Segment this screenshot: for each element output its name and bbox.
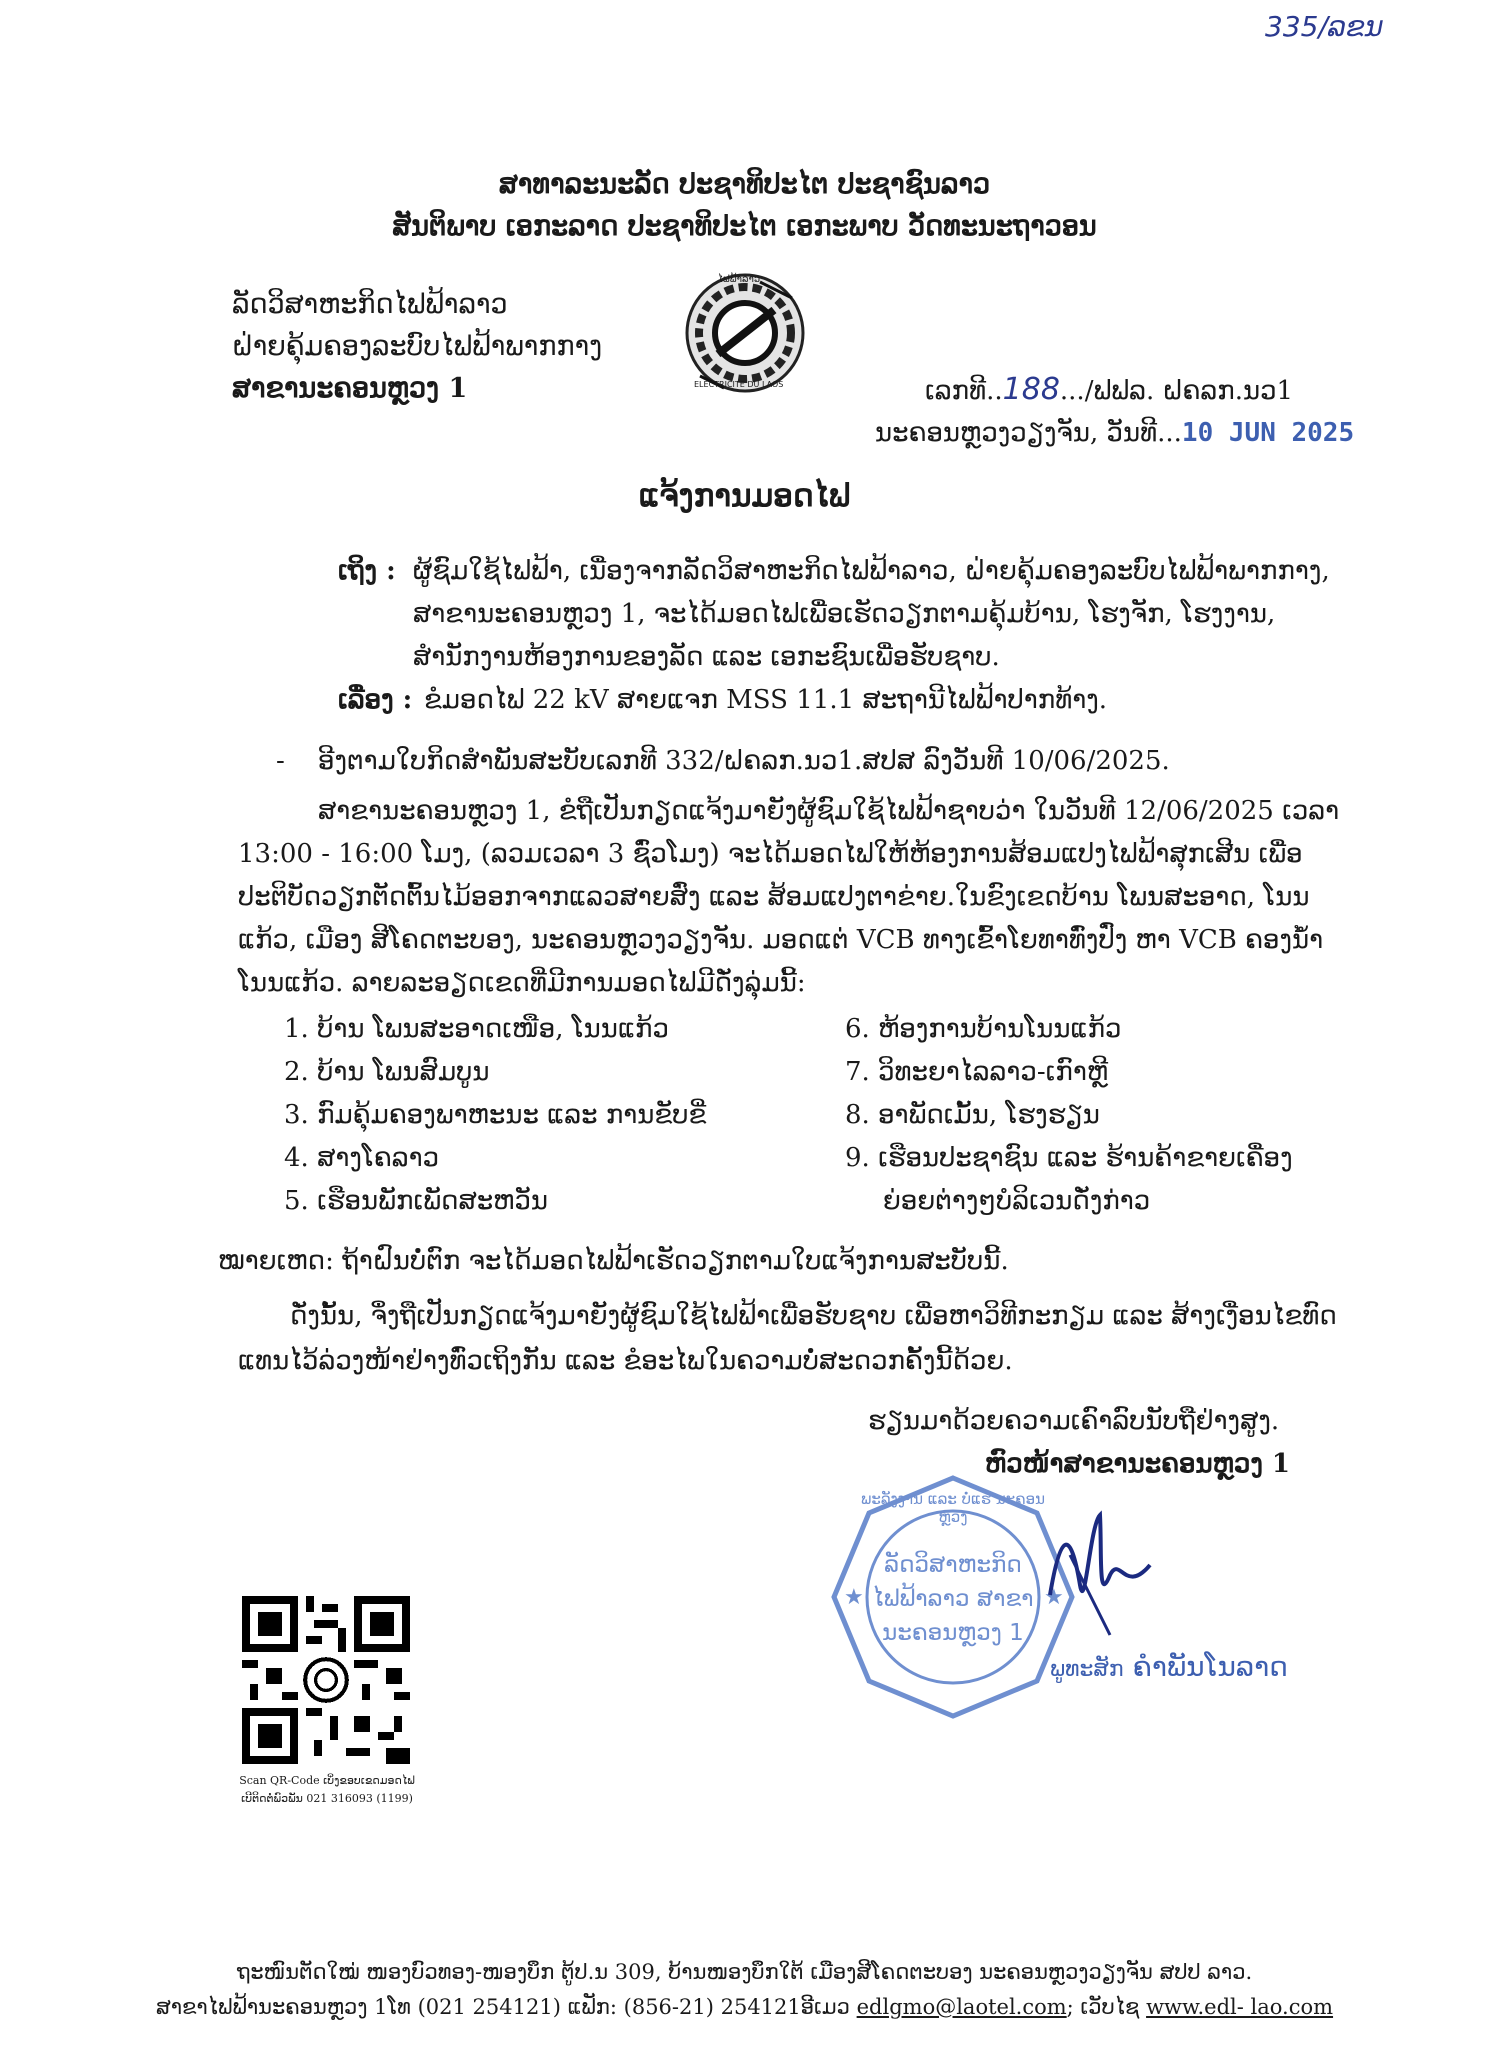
footer-website-link[interactable]: www.edl- lao.com [1146, 1995, 1334, 2019]
qr-caption-2: ເບີຕິດຕໍ່ພົວພັນ 021 316093 (1199) [241, 1792, 413, 1805]
body-line-2: 13:00 - 16:00 ໂມງ, (ລວມເວລາ 3 ຊົ່ວໂມງ) ຈະໄດ້ມອດໄຟໃຫ້ຫ້ອງການສ້ອມແປງໄຟຟ້າສຸກເສີນ ເພື່ອ [238, 839, 1303, 869]
svg-text:★: ★ [844, 1585, 864, 1610]
reference-number-dots: .. [986, 376, 1003, 406]
seal-line-2: ໄຟຟ້າລາວ ສາຂາ [872, 1586, 1034, 1612]
reference-date [875, 413, 1354, 453]
body-line-3: ປະຕິບັດວຽກຕັດຕົ້ນໄມ້ອອກຈາກແລວສາຍສົ່ງ ແລະ ສ້ອມແປງຕາຂ່າຍ.ໃນຂົງເຂດບ້ານ ໂພນສະອາດ, ໂນນ [238, 882, 1310, 912]
logo-top-text: ໄຟຟ້າລາວ [718, 274, 761, 285]
subject-text: ຂໍມອດໄຟ 22 kV ສາຍແຈກ MSS 11.1 ສະຖານີໄຟຟ້າປາກທ້າງ. [424, 685, 1108, 715]
logo-bottom-text: ELECTRICITE DU LAOS [694, 380, 784, 389]
closing-line-1: ດັ່ງນັ້ນ, ຈຶ່ງຖືເປັນກຽດແຈ້ງມາຍັງຜູ້ຊົມໃຊ້ໄຟຟ້າເພື່ອຮັບຊາບ ເພື່ອຫາວິທີກະກຽມ ແລະ ສ້າງເງື່ອນໄຂທົດ [290, 1301, 1337, 1331]
list-item: 6. ຫ້ອງການບ້ານໂນນແກ້ວ [845, 1014, 1122, 1044]
date-stamp: 10 JUN 2025 [1181, 418, 1355, 448]
list-item: 2. ບ້ານ ໂພນສົມບູນ [284, 1057, 490, 1087]
seal-line-3: ນະຄອນຫຼວງ 1 [882, 1620, 1024, 1646]
footer-web-label: ; ເວັບໄຊ [1066, 1995, 1147, 2019]
signatory-name-value: ຄໍາພັນໂນລາດ [1132, 1650, 1288, 1683]
svg-text:★: ★ [1044, 1585, 1064, 1610]
reference-number-label: ເລກທີ [925, 376, 987, 406]
list-item: 9. ເຮືອນປະຊາຊົນ ແລະ ຮ້ານຄ້າຂາຍເຄື່ອງ [845, 1143, 1293, 1173]
reference-number-suffix: .../ຟຟລ. ຝຄລກ.ນວ1 [1059, 376, 1294, 406]
signature [1040, 1495, 1160, 1645]
to-line-1: ຜູ້ຊົມໃຊ້ໄຟຟ້າ, ເນື່ອງຈາກລັດວິສາຫະກິດໄຟຟ້າລາວ, ຝ່າຍຄຸ້ມຄອງລະບົບໄຟຟ້າພາກກາງ, [413, 556, 1330, 586]
reference-note: ອີງຕາມໃບກິດສໍາພັນສະບັບເລກທີ 332/ຝຄລກ.ນວ1.ສປສ ລົງວັນທີ 10/06/2025. [318, 746, 1170, 776]
body-line-4: ແກ້ວ, ເມືອງ ສີໂຄດຕະບອງ, ນະຄອນຫຼວງວຽງຈັນ. ມອດແຕ່ VCB ທາງເຂົ້າໂຍທາທົ່ງປົ່ງ ຫາ VCB ຄອງນໍ້າ [238, 925, 1324, 955]
corner-note: 335/ລຂນ [1265, 10, 1384, 43]
closing-line-2: ແທນໄວ້ລ່ວງໜ້າຢ່າງທົ່ວເຖິງກັນ ແລະ ຂໍອະໄພໃນຄວາມບໍ່ສະດວກຄັ້ງນີ້ດ້ວຍ. [238, 1346, 1013, 1376]
to-line-3: ສໍານັກງານຫ້ອງການຂອງລັດ ແລະ ເອກະຊົນເພື່ອຮັບຊາບ. [413, 642, 1000, 672]
footer-phone-fax: ສາຂາໄຟຟ້ານະຄອນຫຼວງ 1ໂທ (021 254121) ແຟັກ: (856-21) 254121ອີເມວ [155, 1995, 857, 2019]
note: ໝາຍເຫດ: ຖ້າຝົນບໍ່ຕົກ ຈະໄດ້ມອດໄຟຟ້າເຮັດວຽກຕາມໃບແຈ້ງການສະບັບນີ້. [218, 1246, 1009, 1276]
footer-contacts [0, 1990, 1489, 2024]
to-label: ເຖິງ : [338, 556, 396, 586]
list-item: ຍ່ອຍຕ່າງໆບໍລິເວນດັ່ງກ່າວ [883, 1186, 1151, 1216]
national-header-line1: ສາທາລະນະລັດ ປະຊາທິປະໄຕ ປະຊາຊົນລາວ [498, 169, 991, 200]
list-item: 5. ເຮືອນພັກເພັດສະຫວັນ [284, 1186, 549, 1216]
to-line-2: ສາຂານະຄອນຫຼວງ 1, ຈະໄດ້ມອດໄຟເພື່ອເຮັດວຽກຕາມຄຸ້ມບ້ານ, ໂຮງຈັກ, ໂຮງງານ, [413, 599, 1276, 629]
list-item: 8. ອາພັດເມັ້ນ, ໂຮງຮຽນ [845, 1100, 1100, 1130]
signatory-name [1050, 1650, 1288, 1683]
regards: ຮຽນມາດ້ວຍຄວາມເຄົາລົບນັບຖືຢ່າງສູງ. [868, 1406, 1280, 1436]
footer-address: ຖະໜົນຕັດໃໝ່ ໜອງບົວທອງ-ໜອງບຶກ ຕູ້ປ.ນ 309, ບ້ານໜອງບຶກໃຕ້ ເມືອງສີໂຄດຕະບອງ ນະຄອນຫຼວງວຽງຈັນ ສປປ ລາວ. [236, 1960, 1253, 1984]
list-item: 7. ວິທະຍາໄລລາວ-ເກົາຫຼີ [845, 1057, 1109, 1087]
signatory-title: ຫົວໜ້າສາຂານະຄອນຫຼວງ 1 [985, 1449, 1291, 1479]
subject-label: ເລື່ອງ : [338, 685, 413, 715]
national-header-line2: ສັນຕິພາບ ເອກະລາດ ປະຊາທິປະໄຕ ເອກະພາບ ວັດທະນະຖາວອນ [392, 211, 1097, 242]
qr-caption-1: Scan QR-Code ເບິ່ງຂອບເຂດມອດໄຟ [239, 1774, 415, 1787]
reference-number-value: 188 [1002, 372, 1060, 407]
edl-logo [680, 268, 810, 398]
reference-number [925, 370, 1293, 411]
reference-note-dash: - [276, 746, 285, 776]
area-list-right [845, 1008, 1293, 1223]
body-line-1: ສາຂານະຄອນຫຼວງ 1, ຂໍຖືເປັນກຽດແຈ້ງມາຍັງຜູ້ຊົມໃຊ້ໄຟຟ້າຊາບວ່າ ໃນວັນທີ 12/06/2025 ເວລາ [318, 796, 1340, 826]
reference-date-label: ນະຄອນຫຼວງວຽງຈັນ, ວັນທີ... [875, 418, 1182, 448]
body-line-5: ໂນນແກ້ວ. ລາຍລະອຽດເຂດທີ່ມີການມອດໄຟມີດັ່ງລຸ່ມນີ້: [238, 968, 806, 998]
list-item: 1. ບ້ານ ໂພນສະອາດເໜືອ, ໂນນແກ້ວ [284, 1014, 669, 1044]
area-list-left [284, 1008, 706, 1223]
org-name: ລັດວິສາຫະກິດໄຟຟ້າລາວ [232, 289, 508, 320]
list-item: 3. ກົມຄຸ້ມຄອງພາຫະນະ ແລະ ການຂັບຂີ່ [284, 1100, 707, 1130]
seal-line-1: ລັດວິສາຫະກິດ [884, 1552, 1022, 1578]
document-title: ແຈ້ງການມອດໄຟ [638, 478, 851, 514]
signatory-name-prefix: ພູທະສັກ [1050, 1657, 1124, 1682]
org-branch: ສາຂານະຄອນຫຼວງ 1 [232, 373, 468, 404]
seal-ring-text: ພະລັງງານ ແລະ ບໍ່ແຮ່ ນະຄອນ ຫຼວງ [861, 1490, 1045, 1526]
footer-email-link[interactable]: edlgmo@laotel.com [856, 1995, 1067, 2019]
qr-code[interactable] [242, 1596, 410, 1764]
list-item: 4. ສາງໂຄລາວ [284, 1143, 440, 1173]
org-department: ຝ່າຍຄຸ້ມຄອງລະບົບໄຟຟ້າພາກກາງ [232, 331, 603, 362]
